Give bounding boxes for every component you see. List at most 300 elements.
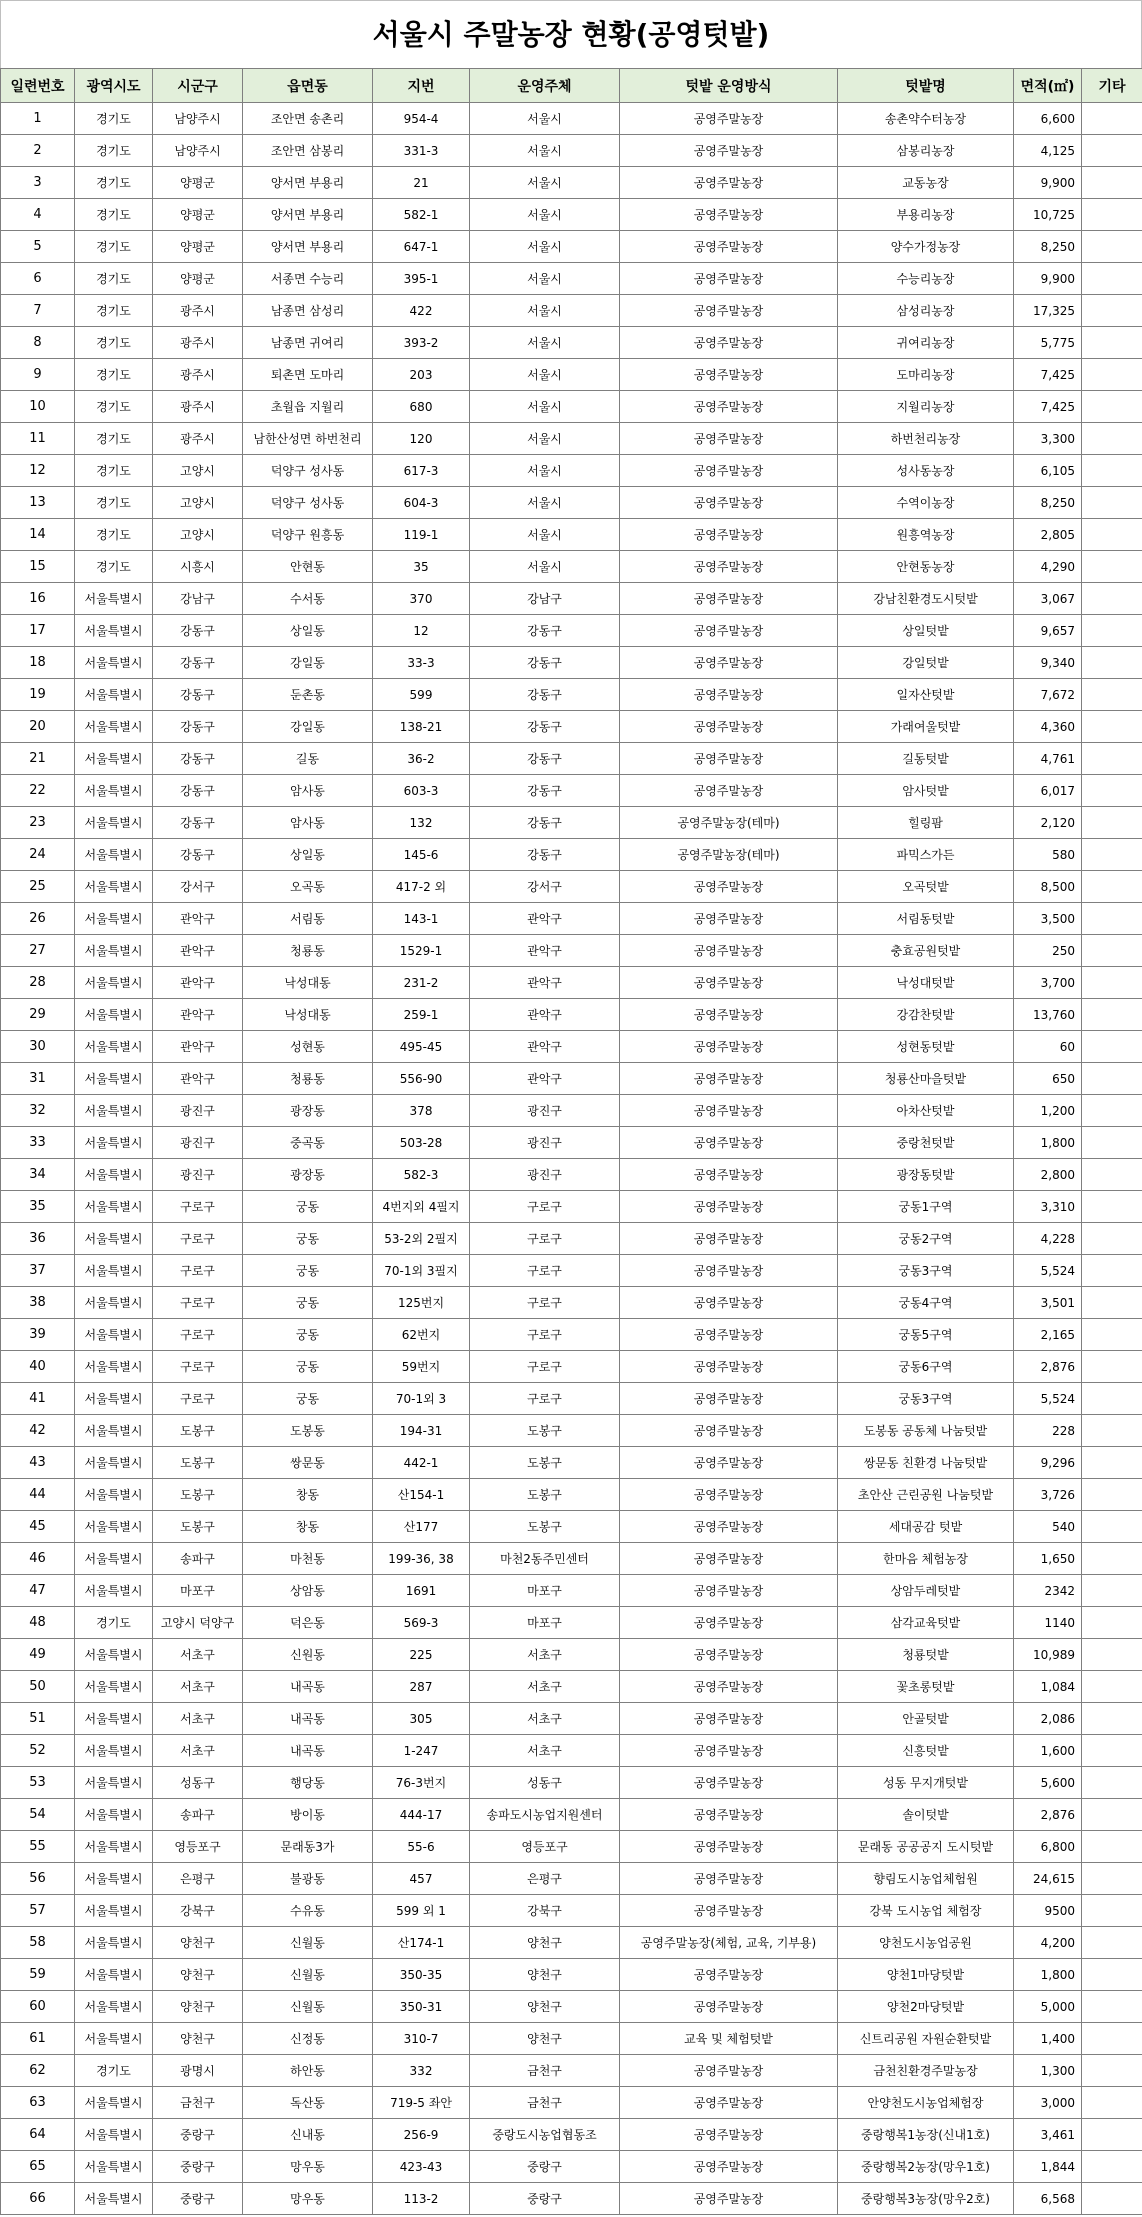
area-cell: 6,017 — [1014, 775, 1082, 807]
method-cell: 공영주말농장 — [620, 2087, 838, 2119]
serial-cell: 50 — [1, 1671, 75, 1703]
serial-cell: 42 — [1, 1415, 75, 1447]
serial-cell: 4 — [1, 199, 75, 231]
province-cell: 서울특별시 — [75, 839, 153, 871]
serial-cell: 41 — [1, 1383, 75, 1415]
province-cell: 서울특별시 — [75, 935, 153, 967]
method-cell: 공영주말농장 — [620, 1959, 838, 1991]
lot-cell: 119-1 — [373, 519, 470, 551]
operator-cell: 금천구 — [470, 2087, 620, 2119]
area-cell: 13,760 — [1014, 999, 1082, 1031]
etc-cell — [1082, 1959, 1142, 1991]
serial-cell: 18 — [1, 647, 75, 679]
etc-cell — [1082, 743, 1142, 775]
operator-cell: 서초구 — [470, 1671, 620, 1703]
city-cell: 양천구 — [153, 2023, 243, 2055]
lot-cell: 1691 — [373, 1575, 470, 1607]
town-cell: 양서면 부용리 — [243, 231, 373, 263]
method-cell: 공영주말농장 — [620, 199, 838, 231]
farm-name-cell: 금천친환경주말농장 — [838, 2055, 1014, 2087]
town-cell: 상일동 — [243, 615, 373, 647]
table-row — [1, 647, 1142, 679]
city-cell: 강동구 — [153, 711, 243, 743]
farm-name-cell: 안양천도시농업체험장 — [838, 2087, 1014, 2119]
farm-name-cell: 가래여울텃밭 — [838, 711, 1014, 743]
town-cell: 초월읍 지월리 — [243, 391, 373, 423]
etc-cell — [1082, 871, 1142, 903]
table-row — [1, 1127, 1142, 1159]
table-row — [1, 1415, 1142, 1447]
serial-cell: 38 — [1, 1287, 75, 1319]
area-cell: 2,800 — [1014, 1159, 1082, 1191]
town-cell: 창동 — [243, 1479, 373, 1511]
method-cell: 공영주말농장 — [620, 1415, 838, 1447]
town-cell: 창동 — [243, 1511, 373, 1543]
operator-cell: 광진구 — [470, 1095, 620, 1127]
operator-cell: 마포구 — [470, 1575, 620, 1607]
town-cell: 둔촌동 — [243, 679, 373, 711]
city-cell: 관악구 — [153, 935, 243, 967]
area-cell: 3,461 — [1014, 2119, 1082, 2151]
method-cell: 공영주말농장 — [620, 231, 838, 263]
area-cell: 4,200 — [1014, 1927, 1082, 1959]
operator-cell: 관악구 — [470, 903, 620, 935]
area-cell: 7,425 — [1014, 391, 1082, 423]
serial-cell: 17 — [1, 615, 75, 647]
province-cell: 서울특별시 — [75, 775, 153, 807]
etc-cell — [1082, 1415, 1142, 1447]
province-cell: 서울특별시 — [75, 1447, 153, 1479]
city-cell: 광진구 — [153, 1095, 243, 1127]
city-cell: 구로구 — [153, 1287, 243, 1319]
town-cell: 신월동 — [243, 1959, 373, 1991]
operator-cell: 강동구 — [470, 679, 620, 711]
area-cell: 10,725 — [1014, 199, 1082, 231]
farm-name-cell: 수능리농장 — [838, 263, 1014, 295]
province-cell: 서울특별시 — [75, 1415, 153, 1447]
table-row — [1, 295, 1142, 327]
farm-name-cell: 광장동텃밭 — [838, 1159, 1014, 1191]
serial-cell: 51 — [1, 1703, 75, 1735]
operator-cell: 서울시 — [470, 455, 620, 487]
town-cell: 궁동 — [243, 1223, 373, 1255]
table-row — [1, 999, 1142, 1031]
farm-name-cell: 성현동텃밭 — [838, 1031, 1014, 1063]
serial-cell: 31 — [1, 1063, 75, 1095]
farm-name-cell: 궁동3구역 — [838, 1255, 1014, 1287]
lot-cell: 305 — [373, 1703, 470, 1735]
area-cell: 4,360 — [1014, 711, 1082, 743]
serial-cell: 45 — [1, 1511, 75, 1543]
city-cell: 강북구 — [153, 1895, 243, 1927]
province-cell: 서울특별시 — [75, 807, 153, 839]
operator-cell: 서울시 — [470, 327, 620, 359]
town-cell: 퇴촌면 도마리 — [243, 359, 373, 391]
area-cell: 8,500 — [1014, 871, 1082, 903]
city-cell: 관악구 — [153, 967, 243, 999]
area-cell: 1140 — [1014, 1607, 1082, 1639]
lot-cell: 113-2 — [373, 2183, 470, 2215]
town-cell: 남한산성면 하번천리 — [243, 423, 373, 455]
farm-name-cell: 힐링팜 — [838, 807, 1014, 839]
serial-cell: 44 — [1, 1479, 75, 1511]
col-header-method: 텃밭 운영방식 — [620, 69, 838, 103]
town-cell: 덕은동 — [243, 1607, 373, 1639]
lot-cell: 423-43 — [373, 2151, 470, 2183]
province-cell: 서울특별시 — [75, 711, 153, 743]
etc-cell — [1082, 1799, 1142, 1831]
method-cell: 공영주말농장 — [620, 519, 838, 551]
province-cell: 서울특별시 — [75, 1927, 153, 1959]
province-cell: 경기도 — [75, 135, 153, 167]
lot-cell: 582-1 — [373, 199, 470, 231]
table-row — [1, 1383, 1142, 1415]
col-header-lot: 지번 — [373, 69, 470, 103]
city-cell: 광진구 — [153, 1127, 243, 1159]
table-row — [1, 935, 1142, 967]
area-cell: 1,844 — [1014, 2151, 1082, 2183]
lot-cell: 378 — [373, 1095, 470, 1127]
area-cell: 2,876 — [1014, 1351, 1082, 1383]
lot-cell: 138-21 — [373, 711, 470, 743]
area-cell: 3,000 — [1014, 2087, 1082, 2119]
table-row — [1, 1991, 1142, 2023]
city-cell: 광주시 — [153, 295, 243, 327]
operator-cell: 양천구 — [470, 1991, 620, 2023]
city-cell: 강동구 — [153, 647, 243, 679]
serial-cell: 34 — [1, 1159, 75, 1191]
farm-name-cell: 강일텃밭 — [838, 647, 1014, 679]
city-cell: 고양시 — [153, 455, 243, 487]
etc-cell — [1082, 135, 1142, 167]
town-cell: 도봉동 — [243, 1415, 373, 1447]
province-cell: 서울특별시 — [75, 967, 153, 999]
lot-cell: 70-1외 3필지 — [373, 1255, 470, 1287]
lot-cell: 457 — [373, 1863, 470, 1895]
farm-name-cell: 삼성리농장 — [838, 295, 1014, 327]
table-row — [1, 1799, 1142, 1831]
town-cell: 길동 — [243, 743, 373, 775]
method-cell: 공영주말농장 — [620, 999, 838, 1031]
city-cell: 은평구 — [153, 1863, 243, 1895]
city-cell: 서초구 — [153, 1671, 243, 1703]
table-row — [1, 1607, 1142, 1639]
method-cell: 공영주말농장 — [620, 167, 838, 199]
city-cell: 구로구 — [153, 1319, 243, 1351]
city-cell: 양평군 — [153, 231, 243, 263]
method-cell: 공영주말농장 — [620, 551, 838, 583]
province-cell: 서울특별시 — [75, 615, 153, 647]
lot-cell: 599 — [373, 679, 470, 711]
province-cell: 서울특별시 — [75, 1479, 153, 1511]
operator-cell: 중랑도시농업협동조 — [470, 2119, 620, 2151]
area-cell: 8,250 — [1014, 487, 1082, 519]
lot-cell: 617-3 — [373, 455, 470, 487]
province-cell: 경기도 — [75, 199, 153, 231]
serial-cell: 7 — [1, 295, 75, 327]
city-cell: 송파구 — [153, 1799, 243, 1831]
operator-cell: 구로구 — [470, 1223, 620, 1255]
area-cell: 9,900 — [1014, 263, 1082, 295]
farm-name-cell: 강남친환경도시텃밭 — [838, 583, 1014, 615]
farm-name-cell: 성동 무지개텃밭 — [838, 1767, 1014, 1799]
etc-cell — [1082, 1671, 1142, 1703]
etc-cell — [1082, 1639, 1142, 1671]
etc-cell — [1082, 231, 1142, 263]
serial-cell: 57 — [1, 1895, 75, 1927]
lot-cell: 21 — [373, 167, 470, 199]
etc-cell — [1082, 1511, 1142, 1543]
method-cell: 공영주말농장 — [620, 1095, 838, 1127]
province-cell: 경기도 — [75, 327, 153, 359]
town-cell: 신내동 — [243, 2119, 373, 2151]
area-cell: 9,340 — [1014, 647, 1082, 679]
town-cell: 궁동 — [243, 1351, 373, 1383]
serial-cell: 10 — [1, 391, 75, 423]
lot-cell: 120 — [373, 423, 470, 455]
lot-cell: 603-3 — [373, 775, 470, 807]
area-cell: 7,425 — [1014, 359, 1082, 391]
city-cell: 관악구 — [153, 999, 243, 1031]
serial-cell: 54 — [1, 1799, 75, 1831]
method-cell: 공영주말농장 — [620, 1671, 838, 1703]
serial-cell: 35 — [1, 1191, 75, 1223]
area-cell: 1,300 — [1014, 2055, 1082, 2087]
serial-cell: 43 — [1, 1447, 75, 1479]
lot-cell: 442-1 — [373, 1447, 470, 1479]
farm-name-cell: 강북 도시농업 체험장 — [838, 1895, 1014, 1927]
lot-cell: 산174-1 — [373, 1927, 470, 1959]
province-cell: 서울특별시 — [75, 1095, 153, 1127]
col-header-operator: 운영주체 — [470, 69, 620, 103]
city-cell: 광명시 — [153, 2055, 243, 2087]
serial-cell: 66 — [1, 2183, 75, 2215]
etc-cell — [1082, 1383, 1142, 1415]
table-row — [1, 487, 1142, 519]
province-cell: 경기도 — [75, 167, 153, 199]
etc-cell — [1082, 199, 1142, 231]
etc-cell — [1082, 1895, 1142, 1927]
serial-cell: 2 — [1, 135, 75, 167]
operator-cell: 도봉구 — [470, 1447, 620, 1479]
city-cell: 양천구 — [153, 1991, 243, 2023]
table-row — [1, 2087, 1142, 2119]
serial-cell: 25 — [1, 871, 75, 903]
farm-name-cell: 교동농장 — [838, 167, 1014, 199]
method-cell: 공영주말농장 — [620, 1319, 838, 1351]
farm-name-cell: 서림동텃밭 — [838, 903, 1014, 935]
farm-name-cell: 양천1마당텃밭 — [838, 1959, 1014, 1991]
operator-cell: 서초구 — [470, 1735, 620, 1767]
method-cell: 공영주말농장 — [620, 1703, 838, 1735]
etc-cell — [1082, 1607, 1142, 1639]
method-cell: 공영주말농장 — [620, 1479, 838, 1511]
serial-cell: 60 — [1, 1991, 75, 2023]
town-cell: 독산동 — [243, 2087, 373, 2119]
etc-cell — [1082, 1831, 1142, 1863]
farm-name-cell: 문래동 공공공지 도시텃밭 — [838, 1831, 1014, 1863]
operator-cell: 송파도시농업지원센터 — [470, 1799, 620, 1831]
province-cell: 경기도 — [75, 455, 153, 487]
lot-cell: 332 — [373, 2055, 470, 2087]
province-cell: 경기도 — [75, 231, 153, 263]
town-cell: 중곡동 — [243, 1127, 373, 1159]
farm-name-cell: 삼각교육텃밭 — [838, 1607, 1014, 1639]
province-cell: 서울특별시 — [75, 743, 153, 775]
operator-cell: 마천2동주민센터 — [470, 1543, 620, 1575]
serial-cell: 63 — [1, 2087, 75, 2119]
town-cell: 서종면 수능리 — [243, 263, 373, 295]
province-cell: 서울특별시 — [75, 1511, 153, 1543]
city-cell: 중랑구 — [153, 2151, 243, 2183]
method-cell: 공영주말농장 — [620, 1031, 838, 1063]
city-cell: 양평군 — [153, 199, 243, 231]
etc-cell — [1082, 2151, 1142, 2183]
lot-cell: 1529-1 — [373, 935, 470, 967]
farm-name-cell: 귀여리농장 — [838, 327, 1014, 359]
farm-name-cell: 궁동6구역 — [838, 1351, 1014, 1383]
table-row — [1, 135, 1142, 167]
area-cell: 1,600 — [1014, 1735, 1082, 1767]
farm-name-cell: 성사동농장 — [838, 455, 1014, 487]
table-row — [1, 1287, 1142, 1319]
city-cell: 도봉구 — [153, 1479, 243, 1511]
etc-cell — [1082, 1063, 1142, 1095]
etc-cell — [1082, 1735, 1142, 1767]
area-cell: 250 — [1014, 935, 1082, 967]
town-cell: 수유동 — [243, 1895, 373, 1927]
table-row — [1, 2151, 1142, 2183]
town-cell: 양서면 부용리 — [243, 199, 373, 231]
col-header-city: 시군구 — [153, 69, 243, 103]
serial-cell: 15 — [1, 551, 75, 583]
operator-cell: 구로구 — [470, 1191, 620, 1223]
operator-cell: 영등포구 — [470, 1831, 620, 1863]
town-cell: 낙성대동 — [243, 999, 373, 1031]
lot-cell: 125번지 — [373, 1287, 470, 1319]
method-cell: 공영주말농장 — [620, 1223, 838, 1255]
farm-name-cell: 궁동1구역 — [838, 1191, 1014, 1223]
area-cell: 6,600 — [1014, 103, 1082, 135]
etc-cell — [1082, 1319, 1142, 1351]
province-cell: 서울특별시 — [75, 1287, 153, 1319]
method-cell: 공영주말농장(테마) — [620, 839, 838, 871]
serial-cell: 61 — [1, 2023, 75, 2055]
operator-cell: 관악구 — [470, 1063, 620, 1095]
operator-cell: 서울시 — [470, 487, 620, 519]
city-cell: 강동구 — [153, 775, 243, 807]
city-cell: 도봉구 — [153, 1447, 243, 1479]
area-cell: 2342 — [1014, 1575, 1082, 1607]
table-row — [1, 1735, 1142, 1767]
serial-cell: 59 — [1, 1959, 75, 1991]
table-row — [1, 871, 1142, 903]
table-row — [1, 583, 1142, 615]
city-cell: 고양시 덕양구 — [153, 1607, 243, 1639]
method-cell: 공영주말농장 — [620, 1351, 838, 1383]
city-cell: 송파구 — [153, 1543, 243, 1575]
serial-cell: 33 — [1, 1127, 75, 1159]
province-cell: 서울특별시 — [75, 1671, 153, 1703]
etc-cell — [1082, 1991, 1142, 2023]
province-cell: 서울특별시 — [75, 1767, 153, 1799]
farm-name-cell: 도마리농장 — [838, 359, 1014, 391]
province-cell: 경기도 — [75, 359, 153, 391]
province-cell: 서울특별시 — [75, 1991, 153, 2023]
farm-name-cell: 송촌약수터농장 — [838, 103, 1014, 135]
province-cell: 경기도 — [75, 423, 153, 455]
etc-cell — [1082, 103, 1142, 135]
serial-cell: 16 — [1, 583, 75, 615]
area-cell: 5,600 — [1014, 1767, 1082, 1799]
col-header-town: 읍면동 — [243, 69, 373, 103]
method-cell: 공영주말농장(체험, 교육, 기부용) — [620, 1927, 838, 1959]
area-cell: 10,989 — [1014, 1639, 1082, 1671]
lot-cell: 350-35 — [373, 1959, 470, 1991]
operator-cell: 서울시 — [470, 423, 620, 455]
operator-cell: 강동구 — [470, 775, 620, 807]
method-cell: 공영주말농장 — [620, 327, 838, 359]
serial-cell: 13 — [1, 487, 75, 519]
lot-cell: 556-90 — [373, 1063, 470, 1095]
table-row — [1, 231, 1142, 263]
serial-cell: 22 — [1, 775, 75, 807]
serial-cell: 49 — [1, 1639, 75, 1671]
town-cell: 궁동 — [243, 1319, 373, 1351]
lot-cell: 76-3번지 — [373, 1767, 470, 1799]
farm-name-cell: 길동텃밭 — [838, 743, 1014, 775]
table-row — [1, 1575, 1142, 1607]
province-cell: 서울특별시 — [75, 1895, 153, 1927]
table-row — [1, 743, 1142, 775]
farm-name-cell: 낙성대텃밭 — [838, 967, 1014, 999]
table-row — [1, 1095, 1142, 1127]
etc-cell — [1082, 1703, 1142, 1735]
province-cell: 서울특별시 — [75, 2023, 153, 2055]
area-cell: 3,500 — [1014, 903, 1082, 935]
etc-cell — [1082, 263, 1142, 295]
serial-cell: 1 — [1, 103, 75, 135]
operator-cell: 강동구 — [470, 711, 620, 743]
city-cell: 관악구 — [153, 903, 243, 935]
town-cell: 조안면 송촌리 — [243, 103, 373, 135]
province-cell: 서울특별시 — [75, 1255, 153, 1287]
method-cell: 공영주말농장 — [620, 903, 838, 935]
serial-cell: 28 — [1, 967, 75, 999]
lot-cell: 53-2외 2필지 — [373, 1223, 470, 1255]
method-cell: 공영주말농장 — [620, 871, 838, 903]
table-row — [1, 1927, 1142, 1959]
city-cell: 도봉구 — [153, 1415, 243, 1447]
serial-cell: 20 — [1, 711, 75, 743]
lot-cell: 194-31 — [373, 1415, 470, 1447]
lot-cell: 680 — [373, 391, 470, 423]
city-cell: 양평군 — [153, 263, 243, 295]
etc-cell — [1082, 327, 1142, 359]
operator-cell: 서울시 — [470, 135, 620, 167]
city-cell: 양천구 — [153, 1927, 243, 1959]
area-cell: 1,800 — [1014, 1127, 1082, 1159]
etc-cell — [1082, 1479, 1142, 1511]
etc-cell — [1082, 1223, 1142, 1255]
operator-cell: 서울시 — [470, 359, 620, 391]
serial-cell: 55 — [1, 1831, 75, 1863]
serial-cell: 62 — [1, 2055, 75, 2087]
farm-table — [0, 68, 1142, 2215]
area-cell: 5,524 — [1014, 1383, 1082, 1415]
operator-cell: 중랑구 — [470, 2151, 620, 2183]
area-cell: 540 — [1014, 1511, 1082, 1543]
